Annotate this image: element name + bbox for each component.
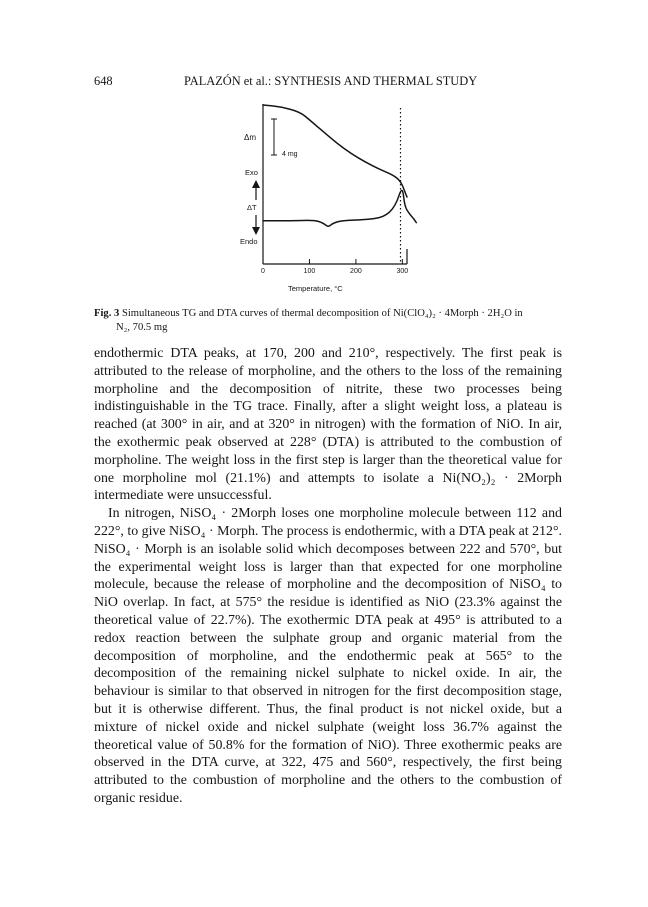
x-tick-label: 100 [303, 268, 316, 275]
caption-line-2: N₂, 70.5 mg [116, 321, 168, 333]
exo-arrow [252, 180, 260, 200]
body-text [94, 345, 562, 808]
x-tick-label: 300 [396, 268, 409, 275]
x-tick-label: 200 [350, 268, 362, 275]
paragraph-1: endothermic DTA peaks, at 170, 200 and 210°, respectively. The first peak is attributed to the release of morpholine, and the others to the loss of the remaining morpholine and the decomposition of nitrite, these two processes being indistinguishable in the TG trace. Finally, after a slight weight loss, a plateau is reached (at 300° in air, and at 320° in nitrogen) with the formation of NiO. In air, the exothermic peak observed at 228° (DTA) is attributed to the combustion of morpholine. The weight loss in the first step is larger than the theoretical value for one morpholine mol (21.1%) and attempts to isolate a Ni(NO₂)₂ · 2Morph intermediate were unsuccessful. [94, 346, 562, 504]
tg-dta-figure [230, 100, 430, 300]
series-group [263, 105, 416, 262]
caption-line-1: Simultaneous TG and DTA curves of thermal decomposition of Ni(ClO₄)₂ · 4Morph · 2H₂O in [119, 308, 523, 319]
endo-label: Endo [240, 237, 258, 246]
x-axis-ticks [261, 259, 408, 275]
x-tick-label: 0 [261, 268, 265, 275]
delta-m-label: Δm [244, 133, 257, 142]
running-title: PALAZÓN et al.: SYNTHESIS AND THERMAL STUDY [184, 74, 478, 88]
series-dta-line [263, 190, 416, 226]
x-axis-label: Temperature, °C [288, 284, 343, 293]
page-number: 648 [94, 74, 113, 88]
exo-label: Exo [245, 168, 258, 177]
figure-label: Fig. 3 [94, 308, 120, 319]
paragraph-2: In nitrogen, NiSO₄ · 2Morph loses one morpholine molecule between 112 and 222°, to give NiSO₄ · Morph. The process is endothermic, with a DTA peak at 212°. NiSO₄ · Morph is an isolable solid which decomposes between 222 and 570°, but the experimental weight loss is larger than that expected for one morpholine molecule, because the release of morpholine and the decomposition of NiSO₄ to NiO overlap. In fact, at 575° the residue is identified as NiO (23.3% against the theoretical value of 22.7%). The exothermic DTA peak at 495° is attributed to a redox reaction between the sulphate group and organic material from the decomposition of morpholine, and the endothermic peak at 565° to the decomposition of the remaining nickel sulphate to nickel oxide. In air, the behaviour is similar to that observed in nitrogen for the first decomposition stage, but it is otherwise different. Thus, the final product is not nickel oxide, but a mixture of nickel oxide and nickel sulphate (weight loss 36.7% against the theoretical value of 50.8% for the formation of NiO). Three exothermic peaks are observed in the DTA curve, at 322, 475 and 560°, respectively, the first being attributed to the combustion of morpholine and the others to the combustion of organic residue. [94, 506, 562, 806]
scale-bar [271, 119, 277, 155]
scale-bar-label: 4 mg [282, 151, 298, 158]
figure-caption [94, 307, 562, 334]
plot-frame [263, 104, 407, 264]
endo-arrow [252, 215, 260, 235]
delta-t-label: ΔT [247, 203, 257, 212]
page-header [94, 74, 562, 90]
